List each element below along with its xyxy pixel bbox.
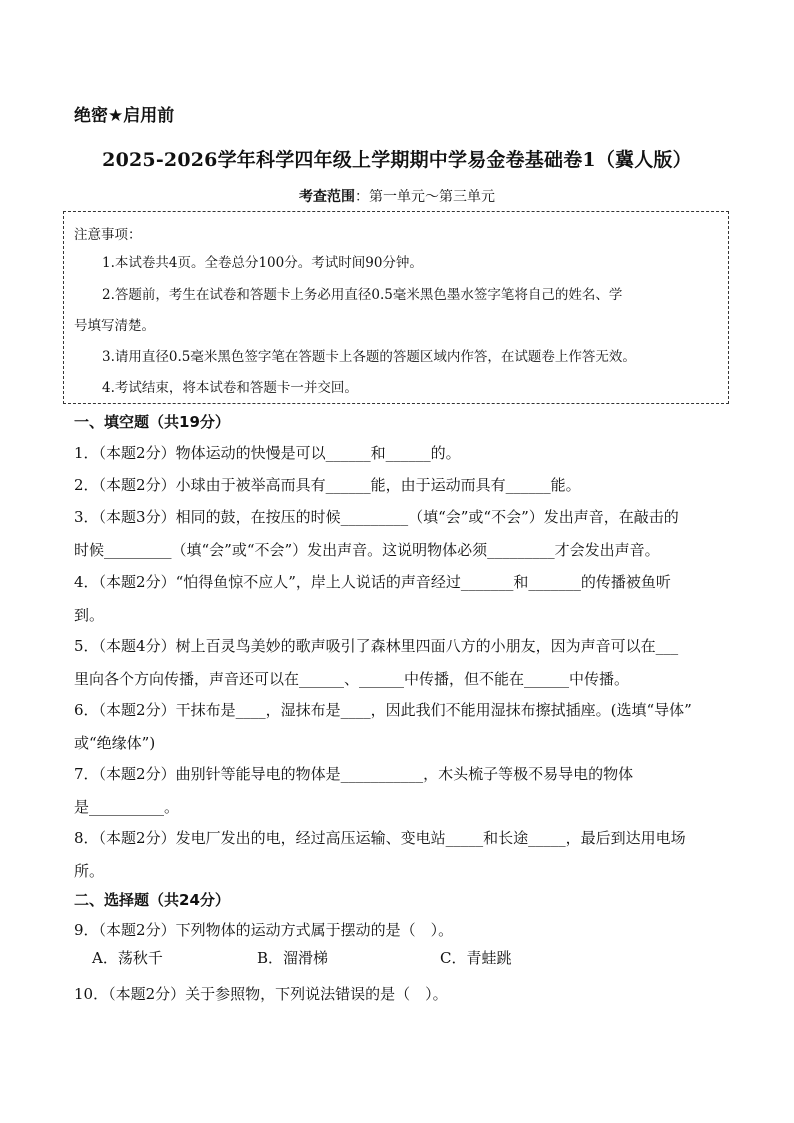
question-line: 7．（本题2分）曲别针等能导电的物体是___________，木头梳子等极不易导电的物体 <box>74 765 634 783</box>
question-line: 2．（本题2分）小球由于被举高而具有______能，由于运动而具有______能。 <box>74 476 581 494</box>
notice-item: 号填写清楚。 <box>74 318 155 334</box>
question-line: 1．（本题2分）物体运动的快慢是可以______和______的。 <box>74 444 461 462</box>
notice-item: 2.答题前，考生在试卷和答题卡上务必用直径0.5毫米黑色墨水签字笔将自己的姓名、学 <box>102 287 623 303</box>
question-6 <box>74 694 722 760</box>
notice-item: 3.请用直径0.5毫米黑色签字笔在答题卡上各题的答题区域内作答，在试题卷上作答无效。 <box>102 349 636 365</box>
question-line: 4．（本题2分）“怕得鱼惊不应人”，岸上人说话的声音经过_______和_______的传播被鱼听 <box>74 573 671 591</box>
question-5 <box>74 630 722 696</box>
question-line: 到。 <box>74 606 105 624</box>
question-line: 3．（本题3分）相同的鼓，在按压的时候_________（填“会”或“不会”）发出声音，在敲击的 <box>74 508 679 526</box>
question-line: 时候_________（填“会”或“不会”）发出声音。这说明物体必须_________才会发出声音。 <box>74 541 660 559</box>
notice-box <box>63 211 729 404</box>
notice-item: 4.考试结束，将本试卷和答题卡一并交回。 <box>102 380 358 396</box>
question-8 <box>74 822 722 888</box>
question-line: 5．（本题4分）树上百灵鸟美妙的歌声吸引了森林里四面八方的小朋友，因为声音可以在___ <box>74 637 679 655</box>
exam-title: 2025-2026学年科学四年级上学期期中学易金卷基础卷1（冀人版） <box>102 149 692 171</box>
option-c[interactable]: C．青蛙跳 <box>440 949 512 967</box>
notice-heading: 注意事项： <box>74 227 142 243</box>
question-2 <box>74 469 722 502</box>
question-3 <box>74 501 722 567</box>
option-a[interactable]: A．荡秋千 <box>92 949 163 967</box>
question-line: 或“绝缘体”) <box>74 734 156 752</box>
scope-value: ：第一单元～第三单元 <box>355 189 495 205</box>
confidential-label: 绝密★启用前 <box>74 106 175 126</box>
exam-scope <box>0 186 794 206</box>
question-line: 里向各个方向传播，声音还可以在______、______中传播，但不能在______中传播。 <box>74 670 630 688</box>
question-7 <box>74 758 722 824</box>
question-line: 8．（本题2分）发电厂发出的电，经过高压运输、变电站_____和长途_____，最后到达用电场 <box>74 829 686 847</box>
question-9 <box>74 914 722 947</box>
question-line: 10．（本题2分）关于参照物，下列说法错误的是（ ）。 <box>74 985 448 1003</box>
question-10 <box>74 978 722 1011</box>
question-line: 6．（本题2分）干抹布是____，湿抹布是____，因此我们不能用湿抹布擦拭插座。(选填“导体” <box>74 701 692 719</box>
question-4 <box>74 566 722 632</box>
question-line: 是__________。 <box>74 798 180 816</box>
notice-item: 1.本试卷共4页。全卷总分100分。考试时间90分钟。 <box>102 255 423 271</box>
question-1 <box>74 437 722 470</box>
section-title-choice: 二、选择题（共24分） <box>74 891 230 909</box>
question-line: 所。 <box>74 862 105 880</box>
scope-label: 考查范围 <box>299 189 355 205</box>
option-b[interactable]: B．溜滑梯 <box>257 949 329 967</box>
question-line: 9．（本题2分）下列物体的运动方式属于摆动的是（ ）。 <box>74 921 454 939</box>
section-title-fill-in: 一、填空题（共19分） <box>74 413 230 431</box>
